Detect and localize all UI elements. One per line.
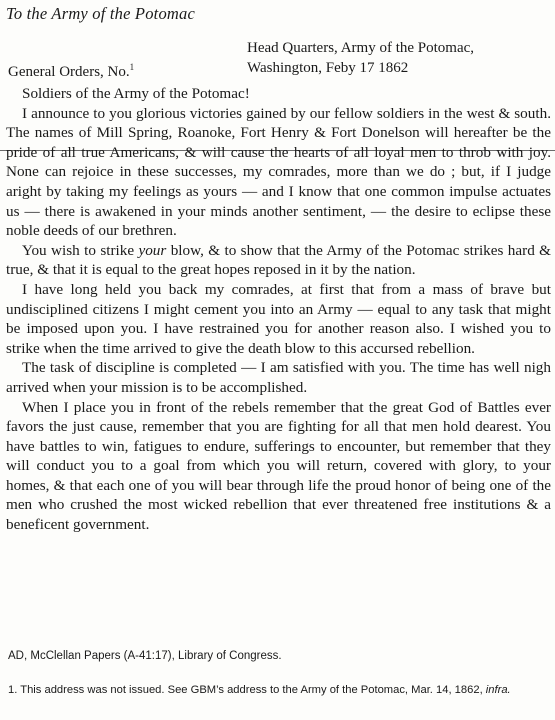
paragraph-1: I announce to you glorious victories gained by our fellow soldiers in the west & south. The names of Mill Spring, Roanoke, Fort Henry & Fort Donelson will hereafter be the pride of all true Americans, & will cause the hearts of all loyal men to throb with joy. None can rejoice in these successes, my comrades, more than we do ; but, if I judge aright by taking my feelings as yours — and I know that one common impulse actuates us — there is awakened in your minds another sentiment, — the desire to eclipse these noble deeds of our brethren. — [6, 104, 551, 240]
paragraph-3: I have long held you back my comrades, at first that from a mass of brave but undisciplined citizens I might cement you into an Army — equal to any task that might be imposed upon you. I have restrained you for another reason also. I wished you to strike when the time arrived to give the death blow to this accursed rebellion. — [6, 280, 551, 357]
general-orders-label — [8, 62, 134, 81]
paragraph-2-emphasis: your — [138, 241, 167, 259]
date-line: Washington, Feby 17 1862 — [247, 60, 409, 76]
footnote-emphasis: infra. — [485, 684, 511, 696]
footnote-text: 1. This address was not issued. See GBM’s address to the Army of the Potomac, Mar. 14, 1862, — [8, 684, 486, 696]
source-citation: AD, McClellan Papers (A-41:17), Library of Congress. — [8, 650, 282, 662]
paragraph-5: When I place you in front of the rebels remember that the great God of Battles ever favors the just cause, remember that you are fighting for all that men hold dearest. You have battles to win, fatigues to endure, sufferings to encounter, but remember that they will conduct you to a goal from which you will return, covered with glory, to your homes, & that each one of you will bear through life the proud honor of being one of the men who crushed the most wicked rebellion that ever threatened free institutions & a beneficent government. — [6, 398, 551, 534]
headquarters-line: Head Quarters, Army of the Potomac, — [247, 40, 475, 56]
paragraph-4: The task of discipline is completed — I am satisfied with you. The time has well nigh arrived when your mission is to be accomplished. — [6, 359, 551, 396]
document-title: To the Army of the Potomac — [6, 4, 195, 23]
headquarters-block — [247, 38, 474, 78]
orders-body — [6, 84, 551, 535]
paragraph-2-a: You wish to strike — [22, 241, 139, 259]
footnote — [8, 682, 550, 698]
footnote-ref: 1 — [129, 62, 135, 72]
salutation: Soldiers of the Army of the Potomac! — [22, 85, 250, 102]
paragraph-2-b: blow, & to show that the Army of the Potomac strikes hard & true, & that it is equal to the great hopes reposed in it by the nation. — [6, 241, 551, 279]
general-orders-text: General Orders, No. — [8, 64, 130, 80]
paragraph-2 — [6, 241, 551, 280]
